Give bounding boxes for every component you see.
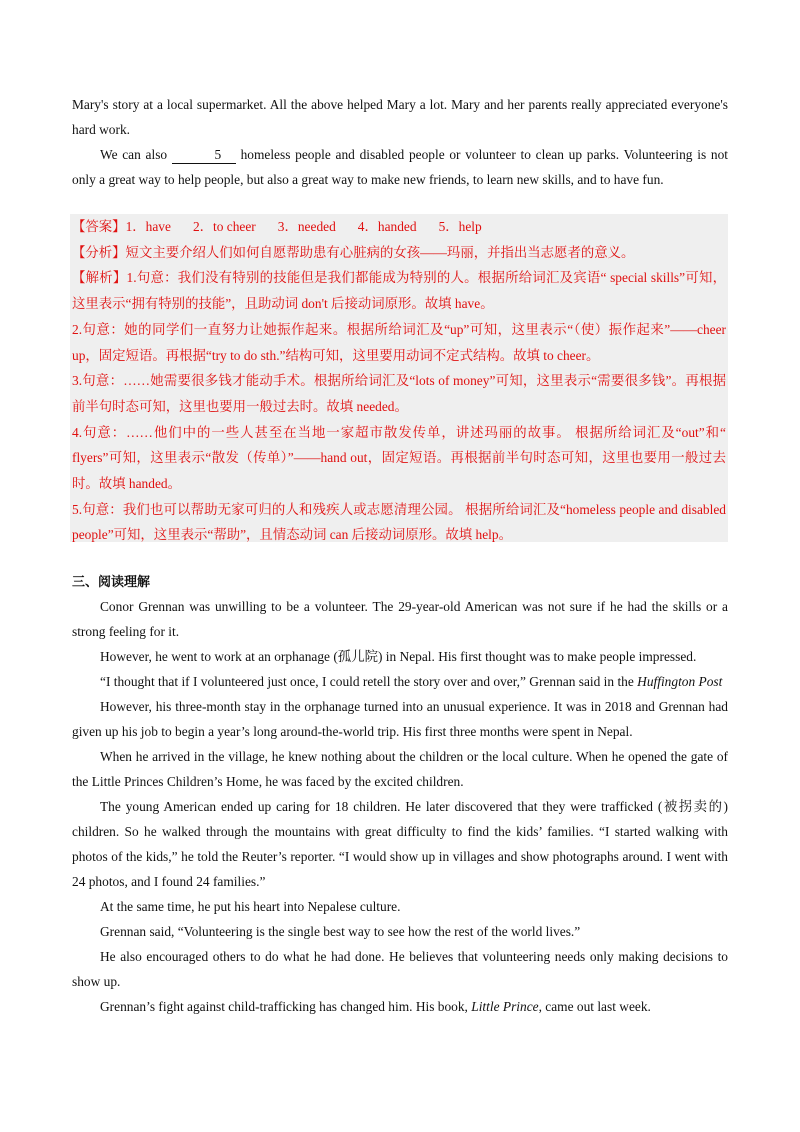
- passage-top: [72, 92, 728, 192]
- answer-item-2: 2．to cheer: [192, 219, 256, 234]
- answer-line: [72, 214, 726, 240]
- answer-item-4: 4．handed: [357, 219, 417, 234]
- text-fragment: “I thought that if I volunteered just once, I could retell the story over and over,” Grennan said in the: [100, 674, 638, 689]
- passage-paragraph-with-blank: [72, 142, 728, 192]
- text-fragment: We can also: [100, 147, 172, 162]
- section-title: 三、阅读理解: [72, 575, 151, 590]
- reading-paragraph-8: Grennan said, “Volunteering is the single best way to see how the rest of the world lives.”: [100, 924, 581, 939]
- answer-label: 【答案】: [72, 219, 126, 234]
- answer-item-3: 3．needed: [277, 219, 336, 234]
- text-fragment: Grennan’s fight against child-trafficking has changed him. His book,: [100, 999, 472, 1014]
- answer-item-5: 5．help: [438, 219, 482, 234]
- explanation-2: 2.句意：她的同学们一直努力让她振作起来。根据所给词汇及“up”可知，这里表示“（使）振作起来”——cheer up，固定短语。再根据“try to do sth.”结构可知，这里要用动词不定式结构。故填 to cheer。: [72, 321, 726, 363]
- reading-paragraph-9: He also encouraged others to do what he had done. He believes that volunteering needs only making decisions to show up.: [72, 949, 728, 989]
- explanation-1: 【解析】1.句意：我们没有特别的技能但是我们都能成为特别的人。根据所给词汇及宾语“ special skills”可知，这里表示“拥有特别的技能”，且助动词 don't 后接动词原形。故填 have。: [72, 270, 726, 312]
- reading-paragraph-4: However, his three-month stay in the orphanage turned into an unusual experience. It was in 2018 and Grennan had given up his job to begin a year’s long around-the-world trip. His first three months were spent in Nepal.: [72, 699, 728, 739]
- answer-explanation-box: [70, 214, 728, 542]
- reading-passage: [72, 594, 728, 1019]
- answer-item-1: 1．have: [125, 219, 171, 234]
- reading-paragraph-2: However, he went to work at an orphanage (孤儿院) in Nepal. His first thought was to make people impressed.: [100, 649, 697, 664]
- reading-paragraph-3: [72, 669, 728, 694]
- reading-paragraph-1: Conor Grennan was unwilling to be a volunteer. The 29-year-old American was not sure if he had the skills or a strong feeling for it.: [72, 599, 728, 639]
- reading-paragraph-7: At the same time, he put his heart into Nepalese culture.: [100, 899, 401, 914]
- passage-paragraph: Mary's story at a local supermarket. All the above helped Mary a lot. Mary and her parents really appreciated everyone's hard work.: [72, 97, 728, 137]
- reading-paragraph-10: [72, 994, 728, 1019]
- explanation-3: 3.句意：……她需要很多钱才能动手术。根据所给词汇及“lots of money”可知，这里表示“需要很多钱”。再根据前半句时态可知，这里也要用一般过去时。故填 needed。: [72, 373, 726, 414]
- text-fragment: , came out last week.: [538, 999, 651, 1014]
- publication-title: Huffington Post: [637, 674, 723, 689]
- text-fragment: homeless people and disabled people or volunteer to clean up parks. Volunteering is not only a great way to help people, but also a great way to make new friends, to learn new skills, and to have fun.: [72, 147, 728, 187]
- analysis-line: 【分析】短文主要介绍人们如何自愿帮助患有心脏病的女孩——玛丽，并指出当志愿者的意义。: [72, 244, 635, 260]
- explanation-4: 4.句意：……他们中的一些人甚至在当地一家超市散发传单，讲述玛丽的故事。 根据所给词汇及“out”和“ flyers”可知，这里表示“散发（传单）”——hand out，固定短语。再根据前半句时态可知，这里也要用一般过去时。故填 handed。: [72, 424, 726, 492]
- reading-paragraph-5: When he arrived in the village, he knew nothing about the children or the local culture. When he opened the gate of the Little Princes Children’s Home, he was faced by the excited children.: [72, 749, 728, 789]
- book-title: Little Prince: [471, 999, 539, 1014]
- explanation-5: 5.句意：我们也可以帮助无家可归的人和残疾人或志愿清理公园。 根据所给词汇及“homeless people and disabled people”可知，这里表示“帮助”，且情态动词 can 后接动词原形。故填 help。: [72, 501, 726, 543]
- blank-5: 5: [172, 147, 236, 164]
- reading-paragraph-6: The young American ended up caring for 18 children. He later discovered that they were trafficked (被拐卖的) children. So he walked through the mountains with great difficulty to find the kids’ families. “I started walking with photos of the kids,” he told the Reuter’s reporter. “I would show up in villages and show photographs around. I went with 24 photos, and I found 24 families.”: [72, 799, 728, 889]
